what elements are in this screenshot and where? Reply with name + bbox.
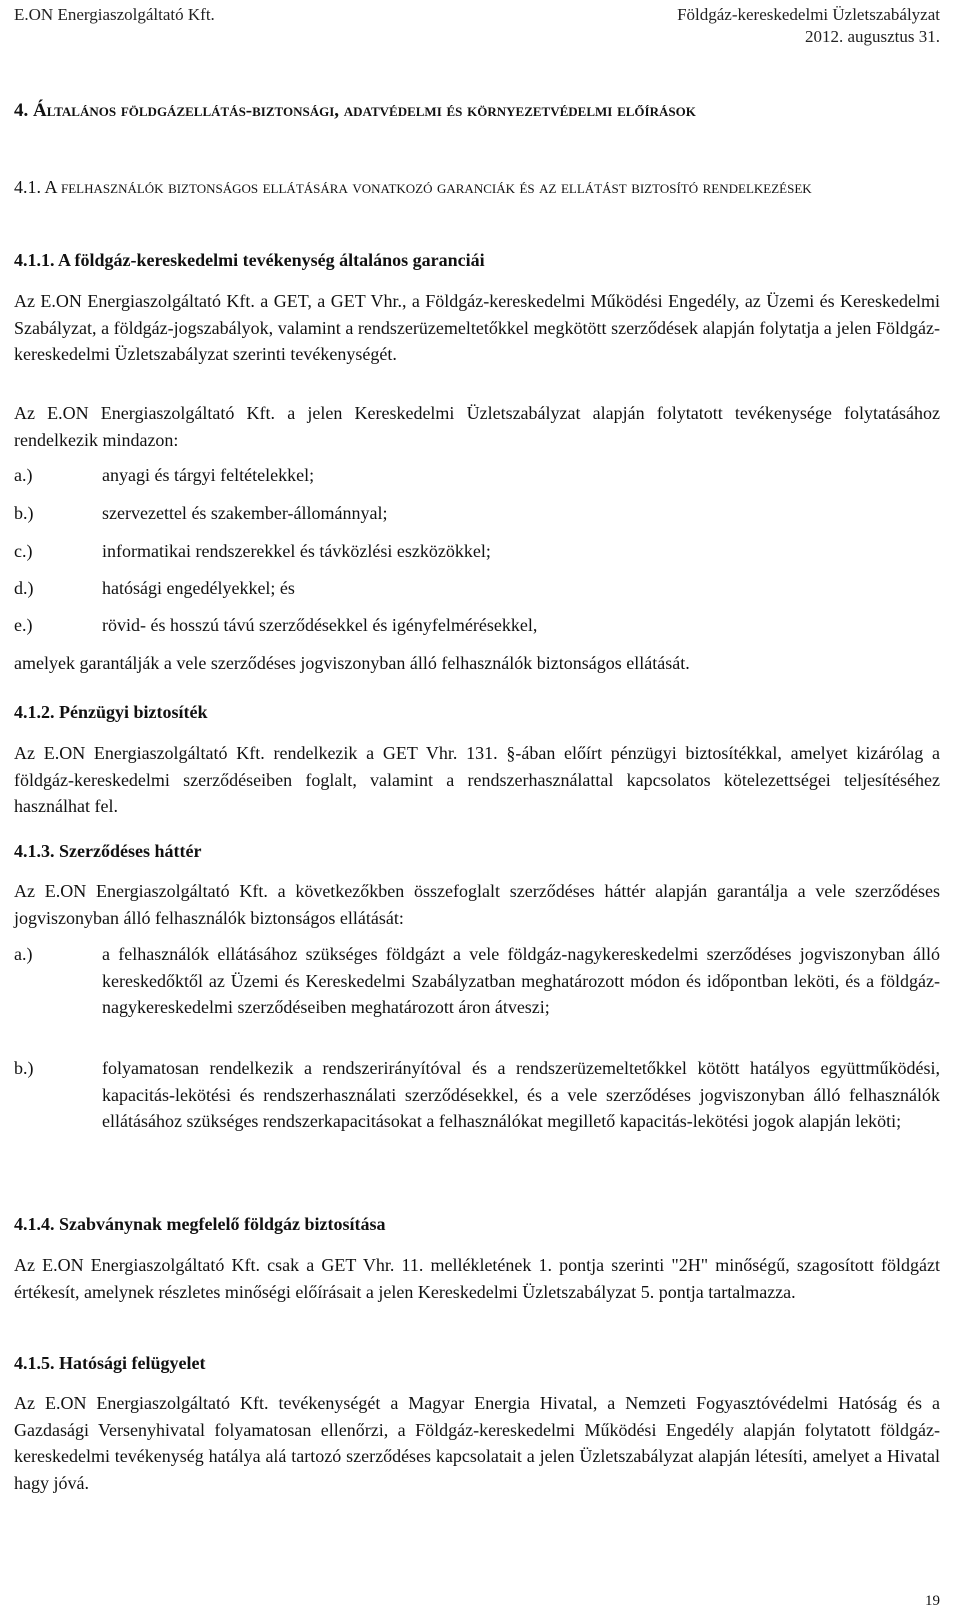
list-item-label: a.) [14,944,33,964]
section-4-1-4-heading: 4.1.4. Szabványnak megfelelő földgáz biztosítása [14,1214,386,1234]
list-item-text: folyamatosan rendelkezik a rendszerirányítóval és a rendszerüzemeltetőkkel kötött hatályos együttműködési, kapacitás-lekötési és rendszerhasználati szerződésekkel, és a vele szerződéses jogviszonyban álló felhasználók ellátásához szükséges rendszerkapacitásokat a felhasználókat megillető kapacitás-lekötési jogok alapján leköti; [102,1058,940,1131]
section-4-1-1-paragraph-2: Az E.ON Energiaszolgáltató Kft. a jelen Kereskedelmi Üzletszabályzat alapján folytatott tevékenysége folytatásához rendelkezik mindazon: [14,403,940,450]
section-4-1-2-heading: 4.1.2. Pénzügyi biztosíték [14,702,208,722]
list-item-label: b.) [14,503,34,523]
section-4-1-1-heading: 4.1.1. A földgáz-kereskedelmi tevékenység általános garanciái [14,250,485,270]
list-item-text: szervezettel és szakember-állománnyal; [102,503,388,523]
list-item-text: a felhasználók ellátásához szükséges földgázt a vele földgáz-nagykereskedelmi szerződéses jogviszonyban álló kereskedőktől az Üzemi és Kereskedelmi Szabályzatban meghatározott módon és időpontban leköti, és a földgáz-nagykereskedelmi szerződéseiben meghatározott áron átveszi; [102,944,940,1017]
header-doc-date: 2012. augusztus 31. [804,27,940,46]
section-4-1-1-paragraph-3: amelyek garantálják a vele szerződéses jogviszonyban álló felhasználók biztonságos ellátását. [14,653,690,673]
list-item-label: b.) [14,1058,34,1078]
section-4-1-3-heading: 4.1.3. Szerződéses háttér [14,841,202,861]
section-4-1-4-paragraph: Az E.ON Energiaszolgáltató Kft. csak a GET Vhr. 11. mellékletének 1. pontja szerinti "2H" minőségű, szagosított földgázt értékesít, amelynek részletes minőségi előírásait a jelen Kereskedelmi Üzletszabályzat 5. pontja tartalmazza. [14,1255,940,1302]
section-4-heading: 4. Általános földgázellátás-biztonsági, adatvédelmi és környezetvédelmi előírások [14,100,696,121]
list-item-text: rövid- és hosszú távú szerződésekkel és igényfelmérésekkel, [102,615,538,635]
list-item-label: a.) [14,465,33,485]
section-4-1-5-paragraph: Az E.ON Energiaszolgáltató Kft. tevékenységét a Magyar Energia Hivatal, a Nemzeti Fogyasztóvédelmi Hatóság és a Gazdasági Versenyhivatal folyamatosan ellenőrzi, a Földgáz-kereskedelmi Működési Engedély alapján folytatott földgáz-kereskedelmi tevékenység hatálya alá tartozó szerződéses kapcsolatait a jelen Üzletszabályzat alapján létesíti, amelyet a Hivatal hagy jóvá. [14,1393,940,1493]
list-item-label: e.) [14,615,33,635]
list-item [14,1055,940,1135]
list-item [14,462,940,489]
list-item [14,941,940,1021]
list-item [14,500,940,527]
section-4-1-2-paragraph: Az E.ON Energiaszolgáltató Kft. rendelkezik a GET Vhr. 131. §-ában előírt pénzügyi biztosítékkal, amelyet kizárólag a földgáz-kereskedelmi szerződéseiben foglalt, valamint a rendszerhasználattal kapcsolatos kötelezettségei teljesítéséhez használhat fel. [14,743,940,816]
list-item-text: anyagi és tárgyi feltételekkel; [102,465,315,485]
list-item-label: d.) [14,578,34,598]
header-doc-info [677,4,940,48]
list-item-label: c.) [14,541,33,561]
list-item [14,612,940,639]
section-4-1-1-paragraph-1: Az E.ON Energiaszolgáltató Kft. a GET, a GET Vhr., a Földgáz-kereskedelmi Működési Engedély, az Üzemi és Kereskedelmi Szabályzat, a földgáz-jogszabályok, valamint a rendszerüzemeltetőkkel megkötött szerződések alapján folytatja a jelen Földgáz-kereskedelmi Üzletszabályzat szerinti tevékenységét. [14,291,940,364]
header-doc-title: Földgáz-kereskedelmi Üzletszabályzat [677,5,940,24]
section-4-1-3-paragraph: Az E.ON Energiaszolgáltató Kft. a következőkben összefoglalt szerződéses háttér alapján garantálja a vele szerződéses jogviszonyban álló felhasználók biztonságos ellátását: [14,881,940,928]
page-number: 19 [925,1593,940,1609]
list-item [14,575,940,602]
header-company: E.ON Energiaszolgáltató Kft. [14,5,215,24]
list-item-text: hatósági engedélyekkel; és [102,578,295,598]
section-4-1-5-heading: 4.1.5. Hatósági felügyelet [14,1353,206,1373]
list-item-text: informatikai rendszerekkel és távközlési eszközökkel; [102,541,491,561]
section-4-1-heading: 4.1. A felhasználók biztonságos ellátására vonatkozó garanciák és az ellátást biztosító rendelkezések [14,177,812,197]
list-item [14,538,940,565]
